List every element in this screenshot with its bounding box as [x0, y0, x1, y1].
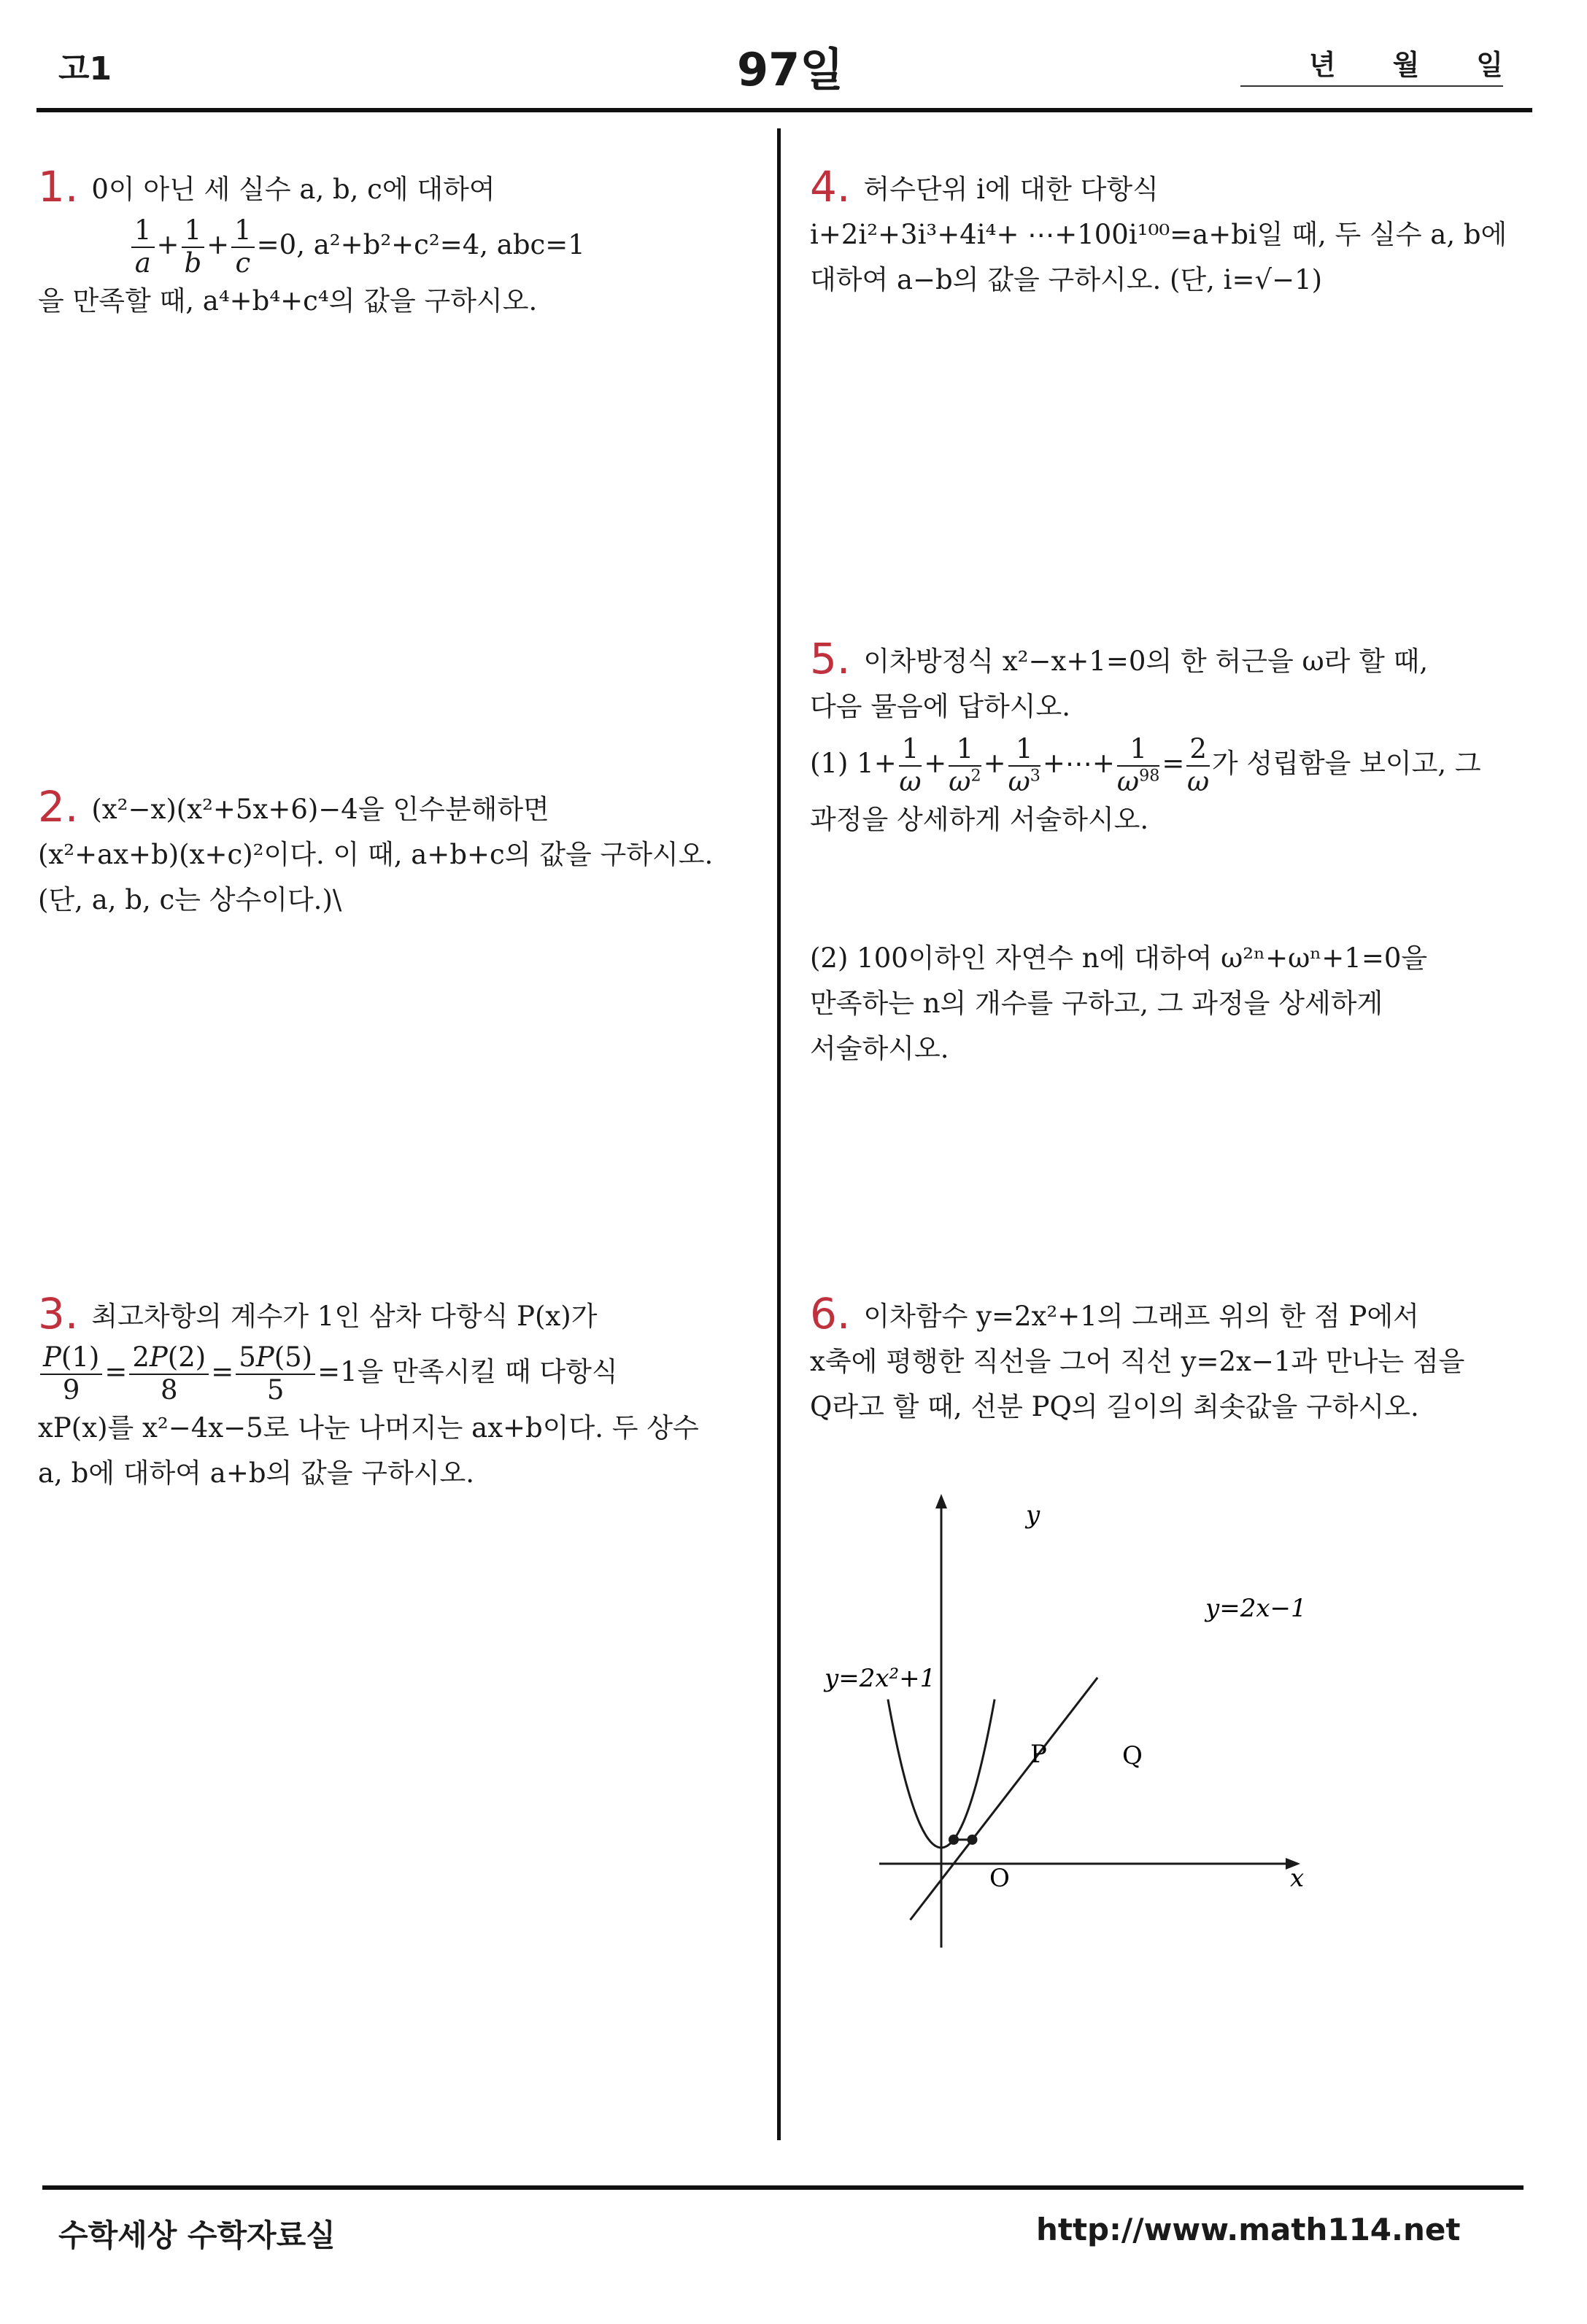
- x-axis-label: x: [1290, 1864, 1305, 1893]
- parabola-label: y=2x²+1: [825, 1664, 936, 1693]
- question-1-line-3: 을 만족할 때, a⁴+b⁴+c⁴의 값을 구하시오.: [38, 285, 538, 317]
- question-4-line-3: 대하여 a−b의 값을 구하시오. (단, i=√−1): [810, 264, 1323, 295]
- question-4-number: 4.: [810, 162, 851, 212]
- question-1-line-1: 0이 아닌 세 실수 a, b, c에 대하여: [91, 174, 495, 205]
- question-5-part-2-line-2: 만족하는 n의 개수를 구하고, 그 과정을 상세하게: [810, 988, 1383, 1020]
- fraction-1-over-omega-98: $\frac{1}{\omega^{98}}$: [1116, 733, 1160, 797]
- question-2-number: 2.: [38, 782, 79, 832]
- date-field: [1240, 42, 1503, 87]
- question-2: [38, 784, 753, 923]
- question-1: [38, 164, 753, 324]
- question-1-equation: $\frac{1}{a}$ + $\frac{1}{b}$ + $\frac{1}{c}$ =0, a²+b²+c²=4, abc=1: [129, 215, 753, 279]
- question-5-part-1: (1) 1+ $\frac{1}{\omega}$ + $\frac{1}{\omega^2}$ + $\frac{1}{\omega^3}$ +⋯+ $\frac{1}{\omega^{98}}$ = $\frac{2}{\omega}$ 가 성립함을 보이고, 그: [810, 733, 1481, 797]
- question-1-number: 1.: [38, 162, 79, 212]
- question-6-graph: [810, 1481, 1335, 2021]
- question-5-number: 5.: [810, 634, 851, 683]
- question-3-number: 3.: [38, 1289, 79, 1339]
- question-5-part-2-line-3: 서술하시오.: [810, 1033, 949, 1065]
- fraction-1-over-omega: $\frac{1}{\omega}$: [899, 733, 922, 797]
- question-5-part-1-line-2: 과정을 상세하게 서술하시오.: [810, 804, 1149, 836]
- date-day-label: 일: [1476, 49, 1503, 81]
- grade-label: 고1: [58, 50, 112, 88]
- point-p-label: P: [1030, 1740, 1047, 1769]
- question-5-part-1-prefix: (1) 1+: [810, 748, 897, 780]
- question-3-equation: $\frac{P(1)}{9}$ = $\frac{2P(2)}{8}$ = $\frac{5P(5)}{5}$ =1을 만족시킬 때 다항식: [38, 1342, 753, 1406]
- footer-url[interactable]: http://www.math114.net: [1036, 2212, 1461, 2247]
- question-3-line-4: a, b에 대하여 a+b의 값을 구하시오.: [38, 1457, 474, 1490]
- question-6-number: 6.: [810, 1289, 851, 1339]
- footer-source: 수학세상 수학자료실: [58, 2218, 336, 2253]
- origin-label: O: [989, 1864, 1010, 1893]
- fraction-1-over-omega-3: $\frac{1}{\omega^3}$: [1008, 733, 1040, 797]
- point-p: [949, 1835, 959, 1845]
- fraction-1-over-a: $\frac{1}{a}$: [131, 215, 155, 279]
- fraction-2p2-over-8: $\frac{2P(2)}{8}$: [129, 1342, 209, 1406]
- question-3-equation-tail: =1을 만족시킬 때 다항식: [317, 1356, 618, 1388]
- question-3-line-1: 최고차항의 계수가 1인 삼차 다항식 P(x)가: [91, 1301, 598, 1332]
- y-axis-arrow: [935, 1494, 947, 1508]
- column-divider: [777, 128, 781, 2140]
- line-label: y=2x−1: [1205, 1594, 1307, 1623]
- fraction-1-over-b: $\frac{1}{b}$: [182, 215, 205, 279]
- fraction-2-over-omega: $\frac{2}{\omega}$: [1187, 733, 1210, 797]
- question-6-line-2: x축에 평행한 직선을 그어 직선 y=2x−1과 만나는 점을: [810, 1346, 1465, 1377]
- question-6-line-1: 이차함수 y=2x²+1의 그래프 위의 한 점 P에서: [863, 1301, 1419, 1332]
- date-month-label: 월: [1392, 49, 1420, 81]
- question-4: [810, 164, 1547, 303]
- question-2-line-2: (x²+ax+b)(x+c)²이다. 이 때, a+b+c의 값을 구하시오.: [38, 839, 714, 870]
- page-title: 97일: [737, 43, 844, 96]
- question-5-line-1: 이차방정식 x²−x+1=0의 한 허근을 ω라 할 때,: [863, 646, 1429, 677]
- question-4-line-2: i+2i²+3i³+4i⁴+ ⋯+100i¹⁰⁰=a+bi일 때, 두 실수 a, b에: [810, 219, 1507, 250]
- point-q-label: Q: [1122, 1741, 1143, 1770]
- question-2-line-1: (x²−x)(x²+5x+6)−4을 인수분해하면: [91, 794, 549, 825]
- fraction-1-over-c: $\frac{1}{c}$: [231, 215, 255, 279]
- question-1-equation-tail: =0, a²+b²+c²=4, abc=1: [256, 229, 585, 261]
- question-3-line-3: xP(x)를 x²−4x−5로 나눈 나머지는 ax+b이다. 두 상수: [38, 1412, 699, 1444]
- fraction-1-over-omega-2: $\frac{1}{\omega^2}$: [949, 733, 981, 797]
- question-6-line-3: Q라고 할 때, 선분 PQ의 길이의 최솟값을 구하시오.: [810, 1391, 1419, 1422]
- y-axis-label: y: [1026, 1500, 1040, 1530]
- question-2-line-3: (단, a, b, c는 상수이다.)\: [38, 884, 342, 915]
- fraction-p1-over-9: $\frac{P(1)}{9}$: [40, 1342, 102, 1406]
- question-5-part-1-tail: 가 성립함을 보이고, 그: [1211, 748, 1481, 780]
- question-5: [810, 636, 1547, 1072]
- question-5-part-2-line-1: (2) 100이하인 자연수 n에 대하여 ω²ⁿ+ωⁿ+1=0을: [810, 942, 1428, 975]
- fraction-5p5-over-5: $\frac{5P(5)}{5}$: [236, 1342, 315, 1406]
- point-q: [968, 1835, 978, 1845]
- question-6: [810, 1291, 1547, 1430]
- header-divider: [36, 108, 1532, 112]
- date-year-label: 년: [1308, 49, 1336, 81]
- question-5-line-2: 다음 물음에 답하시오.: [810, 691, 1070, 722]
- question-3: [38, 1291, 753, 1496]
- question-4-line-1: 허수단위 i에 대한 다항식: [863, 174, 1159, 205]
- footer-divider: [42, 2185, 1524, 2190]
